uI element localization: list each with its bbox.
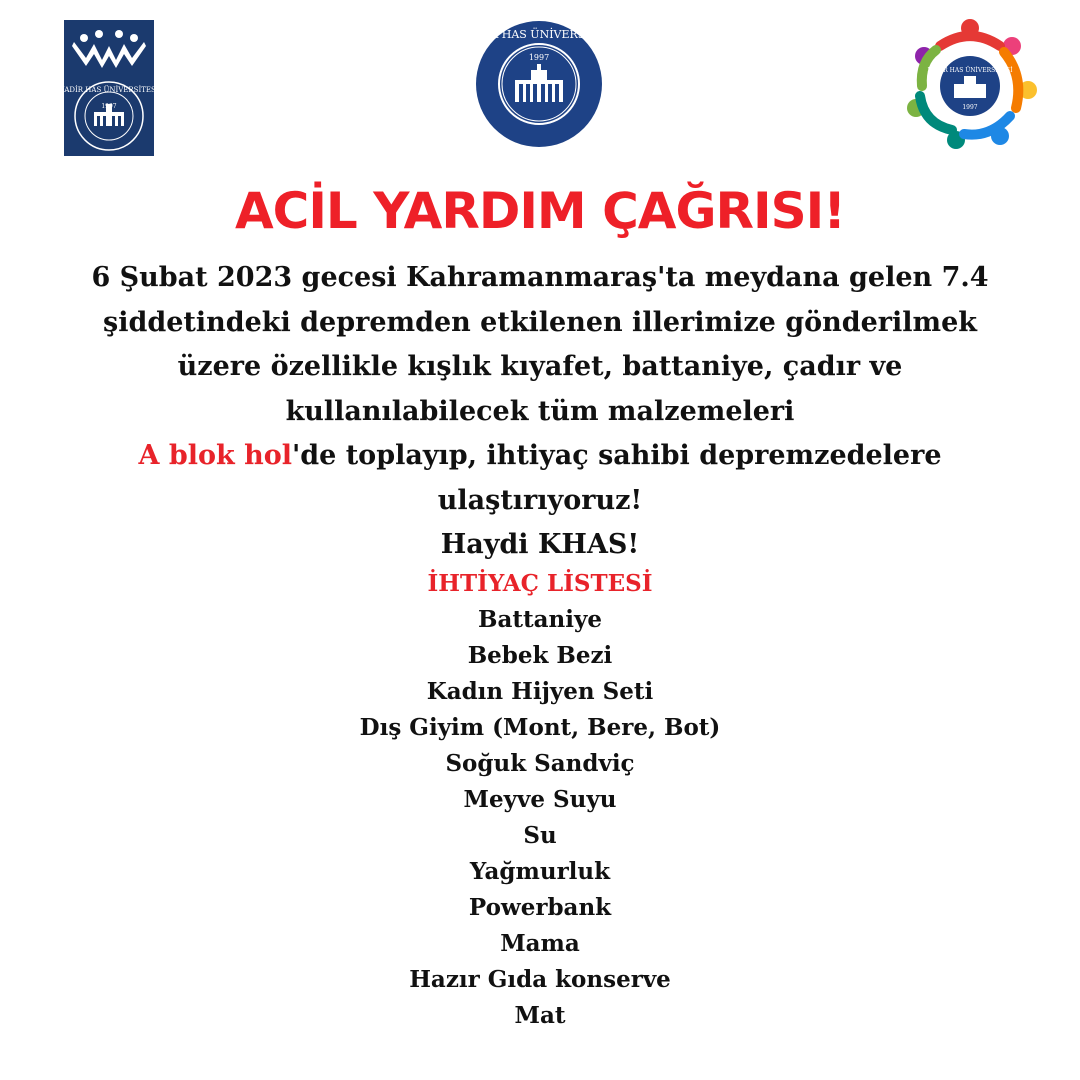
list-item: Su — [523, 822, 557, 849]
khas-university-seal — [461, 20, 617, 148]
location-highlight: A blok hol — [138, 440, 292, 471]
intro-line: kullanılabilecek tüm malzemeleri — [285, 395, 795, 427]
list-item: Mat — [514, 1002, 566, 1029]
khas-club-logo-icon — [59, 20, 159, 156]
needs-list-title: İHTİYAÇ LİSTESİ — [427, 570, 653, 597]
list-item: Kadın Hijyen Seti — [426, 678, 654, 705]
community-ring-text: KADİR HAS ÜNİVERSİTESİ — [927, 67, 1013, 74]
call-to-action: Haydi KHAS! — [440, 529, 640, 560]
list-item: Powerbank — [468, 894, 612, 921]
intro-line — [20, 434, 1060, 479]
list-item: Meyve Suyu — [463, 786, 617, 813]
intro-line: 6 Şubat 2023 gecesi Kahramanmaraş'ta meydana gelen 7.4 — [91, 262, 989, 293]
intro-paragraph — [20, 256, 1060, 568]
intro-line: üzere özellikle kışlık kıyafet, battaniye, çadır ve — [177, 351, 903, 382]
needs-list — [0, 602, 1080, 1034]
headline: ACİL YARDIM ÇAĞRISI! — [234, 182, 846, 240]
list-item: Bebek Bezi — [467, 642, 613, 669]
list-item: Soğuk Sandviç — [445, 750, 635, 777]
khas-community-logo-icon — [900, 16, 1040, 152]
khas-club-logo — [59, 20, 159, 156]
community-year: 1997 — [962, 104, 978, 111]
list-item: Battaniye — [478, 606, 602, 633]
intro-line: ulaştırıyoruz! — [437, 484, 643, 516]
khas-university-seal-icon — [461, 20, 617, 148]
logo-ring-text: KADİR HAS ÜNİVERSİTESİ — [59, 86, 159, 94]
intro-line-rest: 'de toplayıp, ihtiyaç sahibi depremzedelere — [291, 440, 942, 471]
list-item: Dış Giyim (Mont, Bere, Bot) — [359, 714, 721, 741]
seal-ring-text: KADİR HAS ÜNİVERSİTESİ — [461, 28, 617, 41]
seal-year: 1997 — [528, 53, 550, 62]
list-item: Mama — [500, 930, 580, 957]
intro-line: şiddetindeki depremden etkilenen illerimize gönderilmek — [103, 306, 977, 338]
khas-community-logo — [900, 16, 1040, 152]
list-item: Yağmurluk — [469, 858, 611, 885]
logo-year: 1997 — [101, 103, 117, 110]
list-item: Hazır Gıda konserve — [409, 966, 671, 993]
